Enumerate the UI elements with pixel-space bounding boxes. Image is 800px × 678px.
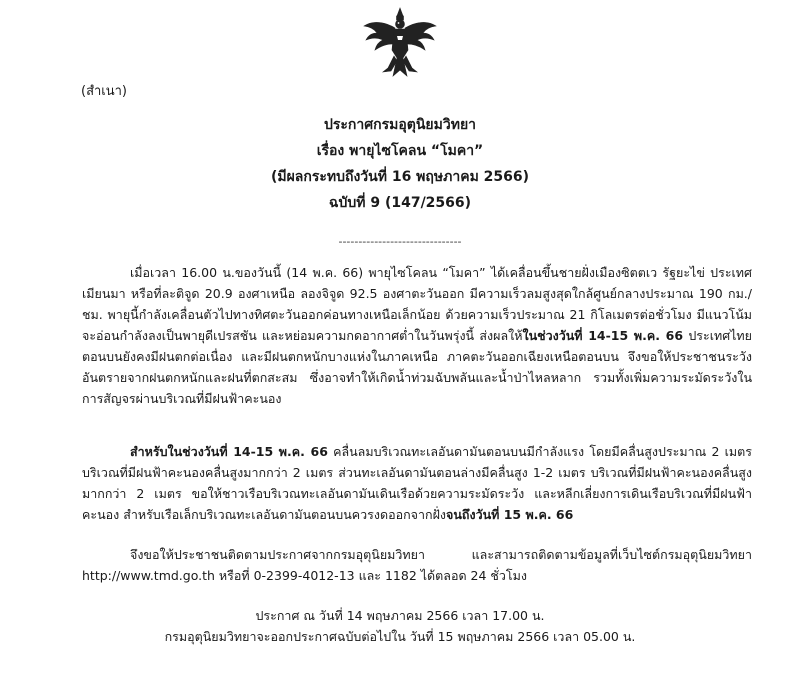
announcement-date: ประกาศ ณ วันที่ 14 พฤษภาคม 2566 เวลา 17.00 น.: [255, 608, 545, 623]
announcement-footer: [0, 605, 800, 647]
paragraph-sea-warning: [82, 441, 752, 525]
next-announcement: กรมอุตุนิยมวิทยาจะออกประกาศฉบับต่อไปใน วันที่ 15 พฤษภาคม 2566 เวลา 05.00 น.: [164, 629, 636, 644]
divider: -------------------------------: [338, 235, 462, 248]
paragraph2-text-b: คลื่นลมบริเวณทะเลอันดามันตอนบนมีกำลังแรง โดยมีคลื่นสูงประมาณ 2 เมตร บริเวณที่มีฝนฟ้าคะนองคลื่นสูงมากกว่า 2 เมตร ส่วนทะเลอันดามันตอนล่างมีคลื่นสูง 1-2 เมตร บริเวณที่มีฝนฟ้าคะนองคลื่นสูงมากกว่า 2 เมตร ขอให้ชาวเรือบริเวณทะเลอันดามันเดินเรือด้วยความระมัดระวัง และหลีกเลี่ยงการเดินเรือบริเวณที่มีฝนฟ้าคะนอง สำหรับเรือเล็กบริเวณทะเลอันดามันตอนบนควรงดออกจากฝั่ง: [82, 444, 752, 522]
paragraph1-text-a: เมื่อเวลา 16.00 น.ของวันนี้ (14 พ.ค. 66) พายุไซโคลน “โมคา” ได้เคลื่อนขึ้นชายฝั่งเมืองซิตตเว รัฐยะไข่ ประเทศเมียนมา หรือที่ละติจูด 20.9 องศาเหนือ ลองจิจูด 92.5 องศาตะวันออก มีความเร็วลมสูงสุดใกล้ศูนย์กลางประมาณ 190 กม./ชม. พายุนี้กำลังเคลื่อนตัวไปทางทิศตะวันออกค่อนทางเหนือเล็กน้อย ด้วยความเร็วประมาณ 21 กิโลเมตรต่อชั่วโมง มีแนวโน้มจะอ่อนกำลังลงเป็นพายุดีเปรสชัน และหย่อมความกดอากาศต่ำในวันพรุ่งนี้ ส่งผลให้: [82, 265, 752, 343]
paragraph-contact-info: [82, 544, 752, 586]
garuda-emblem-icon: [361, 6, 439, 80]
paragraph2-until-date: จนถึงวันที่ 15 พ.ค. 66: [446, 507, 574, 522]
paragraph3-text: จึงขอให้ประชาชนติดตามประกาศจากกรมอุตุนิยมวิทยา และสามารถติดตามข้อมูลที่เว็บไซต์กรมอุตุนิยมวิทยา http://www.tmd.go.th หรือที่ 0-2399-4012-13 และ 1182 ได้ตลอด 24 ชั่วโมง: [82, 547, 752, 583]
paragraph1-text-c: ประเทศไทยตอนบนยังคงมีฝนตกต่อเนื่อง และมีฝนตกหนักบางแห่งในภาคเหนือ ภาคตะวันออกเฉียงเหนือตอนบน จึงขอให้ประชาชนระวังอันตรายจากฝนตกหนักและฝนที่ตกสะสม ซึ่งอาจทำให้เกิดน้ำท่วมฉับพลันและน้ำป่าไหลหลาก รวมทั้งเพิ่มความระมัดระวังในการสัญจรผ่านบริเวณที่มีฝนฟ้าคะนอง: [82, 328, 752, 406]
announcement-subject: เรื่อง พายุไซโคลน “โมคา”: [316, 143, 484, 159]
paragraph-cyclone-status: [82, 262, 752, 409]
announcement-heading: [0, 112, 800, 216]
paragraph1-date-range: ในช่วงวันที่ 14-15 พ.ค. 66: [522, 328, 684, 343]
copy-mark: (สำเนา): [81, 84, 128, 99]
paragraph2-date-range: สำหรับในช่วงวันที่ 14-15 พ.ค. 66: [130, 444, 328, 459]
announcement-title: ประกาศกรมอุตุนิยมวิทยา: [323, 117, 477, 133]
effective-date: (มีผลกระทบถึงวันที่ 16 พฤษภาคม 2566): [270, 169, 530, 185]
issue-number: ฉบับที่ 9 (147/2566): [328, 195, 472, 211]
